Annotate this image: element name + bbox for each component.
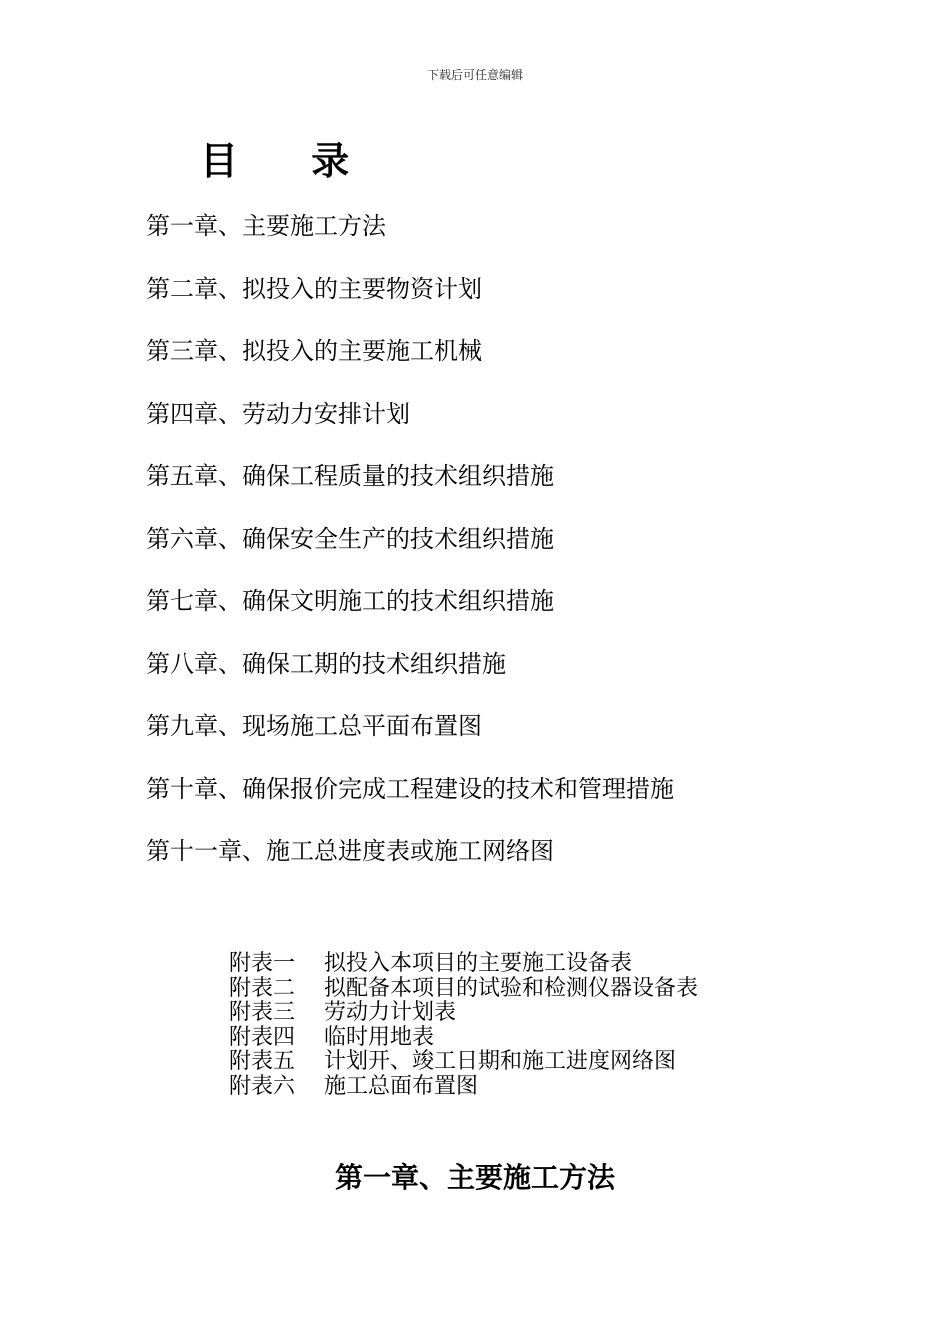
appendix-item xyxy=(229,952,698,977)
appendix-title: 计划开、竣工日期和施工进度网络图 xyxy=(324,1049,677,1074)
chapter-item: 第四章、劳动力安排计划 xyxy=(146,399,410,428)
appendix-item xyxy=(229,1026,698,1051)
chapter-item: 第九章、现场施工总平面布置图 xyxy=(146,712,482,740)
appendix-title: 劳动力计划表 xyxy=(324,1000,457,1025)
appendix-label: 附表二 xyxy=(229,975,296,1001)
chapter-list xyxy=(146,207,674,895)
chapter-item: 第十章、确保报价完成工程建设的技术和管理措施 xyxy=(146,774,674,803)
appendix-item xyxy=(229,1075,698,1100)
chapter-item: 第六章、确保安全生产的技术组织措施 xyxy=(146,524,554,553)
chapter-item: 第一章、主要施工方法 xyxy=(146,212,386,240)
appendix-title: 临时用地表 xyxy=(324,1024,435,1050)
appendix-title: 拟配备本项目的试验和检测仪器设备表 xyxy=(324,975,699,1001)
appendix-title: 拟投入本项目的主要施工设备表 xyxy=(324,951,633,976)
appendix-item xyxy=(229,1001,698,1026)
appendix-title: 施工总面布置图 xyxy=(324,1073,479,1099)
section-heading: 第一章、主要施工方法 xyxy=(334,1161,615,1194)
chapter-item: 第八章、确保工期的技术组织措施 xyxy=(146,649,506,678)
chapter-item: 第十一章、施工总进度表或施工网络图 xyxy=(146,837,554,865)
appendix-label: 附表六 xyxy=(229,1073,296,1099)
chapter-item: 第七章、确保文明施工的技术组织措施 xyxy=(146,587,554,615)
chapter-item: 第二章、拟投入的主要物资计划 xyxy=(146,274,482,303)
appendix-label: 附表三 xyxy=(229,1000,296,1025)
toc-title: 目 录 xyxy=(200,138,380,183)
appendix-item xyxy=(229,977,698,1002)
appendix-label: 附表一 xyxy=(229,951,296,976)
appendix-label: 附表四 xyxy=(229,1024,296,1050)
header-note: 下载后可任意编辑 xyxy=(426,68,523,82)
appendix-label: 附表五 xyxy=(229,1049,296,1074)
chapter-item: 第五章、确保工程质量的技术组织措施 xyxy=(146,462,554,490)
appendix-item xyxy=(229,1050,698,1075)
chapter-item: 第三章、拟投入的主要施工机械 xyxy=(146,337,482,365)
appendix-list xyxy=(229,952,698,1099)
